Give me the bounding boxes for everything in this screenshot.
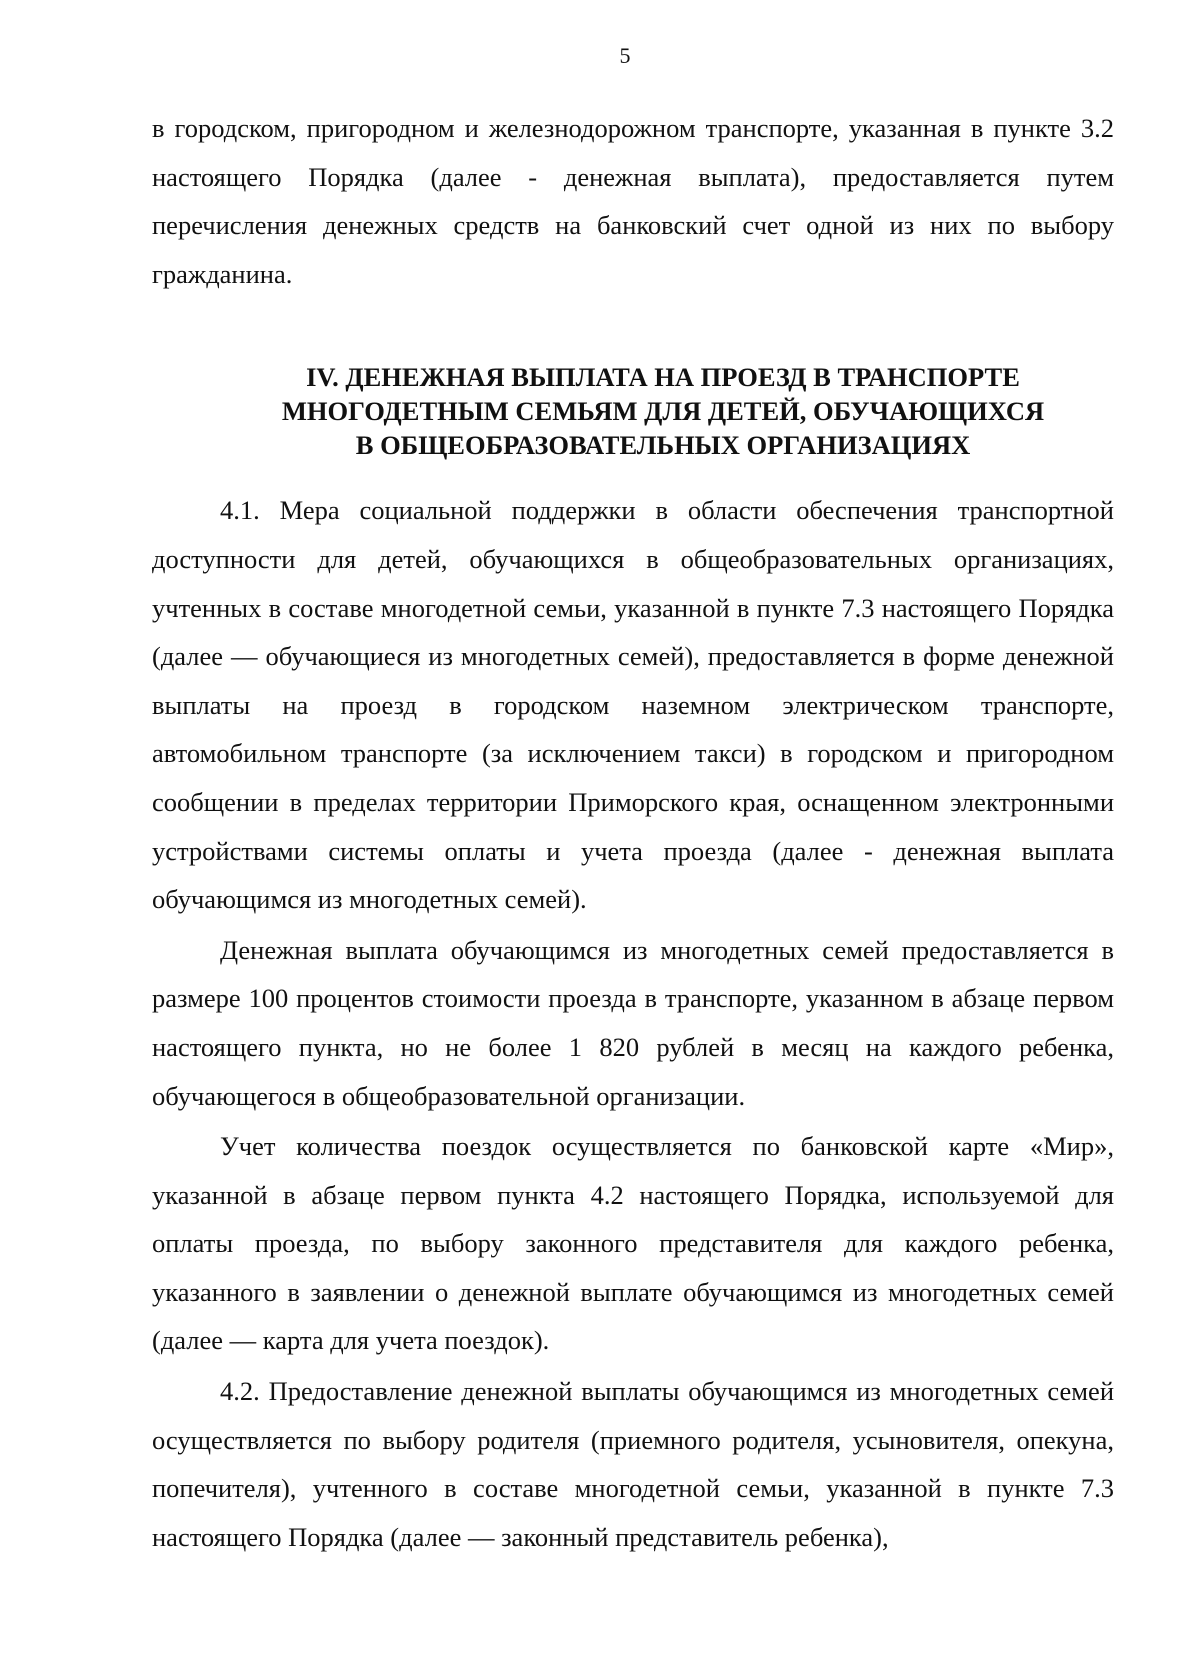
page-number: 5 [619, 43, 631, 68]
section-heading-line-2: МНОГОДЕТНЫМ СЕМЬЯМ ДЛЯ ДЕТЕЙ, ОБУЧАЮЩИХСЯ [281, 396, 1045, 427]
intro-paragraph: в городском, пригородном и железнодорожном транспорте, указанная в пункте 3.2 настоящего Порядка (далее - денежная выплата), предоставляется путем перечисления денежных средств на банковский счет одной из них по выбору гражданина. [152, 113, 1114, 289]
document-body [152, 104, 1114, 1561]
paragraph-4-1-trips: Учет количества поездок осуществляется по банковской карте «Мир», указанной в абзаце первом пункта 4.2 настоящего Порядка, используемой для оплаты проезда, по выбору законного представителя для каждого ребенка, указанного в заявлении о денежной выплате обучающимся из многодетных семей (далее — карта для учета поездок). [152, 1131, 1114, 1356]
section-heading-line-1: IV. ДЕНЕЖНАЯ ВЫПЛАТА НА ПРОЕЗД В ТРАНСПОРТЕ [306, 362, 1020, 393]
paragraph-4-1-amount: Денежная выплата обучающимся из многодетных семей предоставляется в размере 100 процентов стоимости проезда в транспорте, указанном в абзаце первом настоящего пункта, но не более 1 820 рублей в месяц на каждого ребенка, обучающегося в общеобразовательной организации. [152, 934, 1114, 1111]
section-heading-line-3: В ОБЩЕОБРАЗОВАТЕЛЬНЫХ ОРГАНИЗАЦИЯХ [355, 430, 971, 461]
paragraph-4-1: 4.1. Мера социальной поддержки в области обеспечения транспортной доступности для детей, обучающихся в общеобразовательных организациях, учтенных в составе многодетной семьи, указанной в пункте 7.3 настоящего Порядка (далее — обучающиеся из многодетных семей), предоставляется в форме денежной выплаты на проезд в городском наземном электрическом транспорте, автомобильном транспорте (за исключением такси) в городском и пригородном сообщении в пределах территории Приморского края, оснащенном электронными устройствами системы оплаты и учета проезда (далее - денежная выплата обучающимся из многодетных семей). [152, 495, 1114, 915]
section-heading [152, 360, 1114, 462]
paragraph-4-2: 4.2. Предоставление денежной выплаты обучающимся из многодетных семей осуществляется по выбору родителя (приемного родителя, усыновителя, опекуна, попечителя), учтенного в составе многодетной семьи, указанной в пункте 7.3 настоящего Порядка (далее — законный представитель ребенка), [152, 1376, 1114, 1552]
